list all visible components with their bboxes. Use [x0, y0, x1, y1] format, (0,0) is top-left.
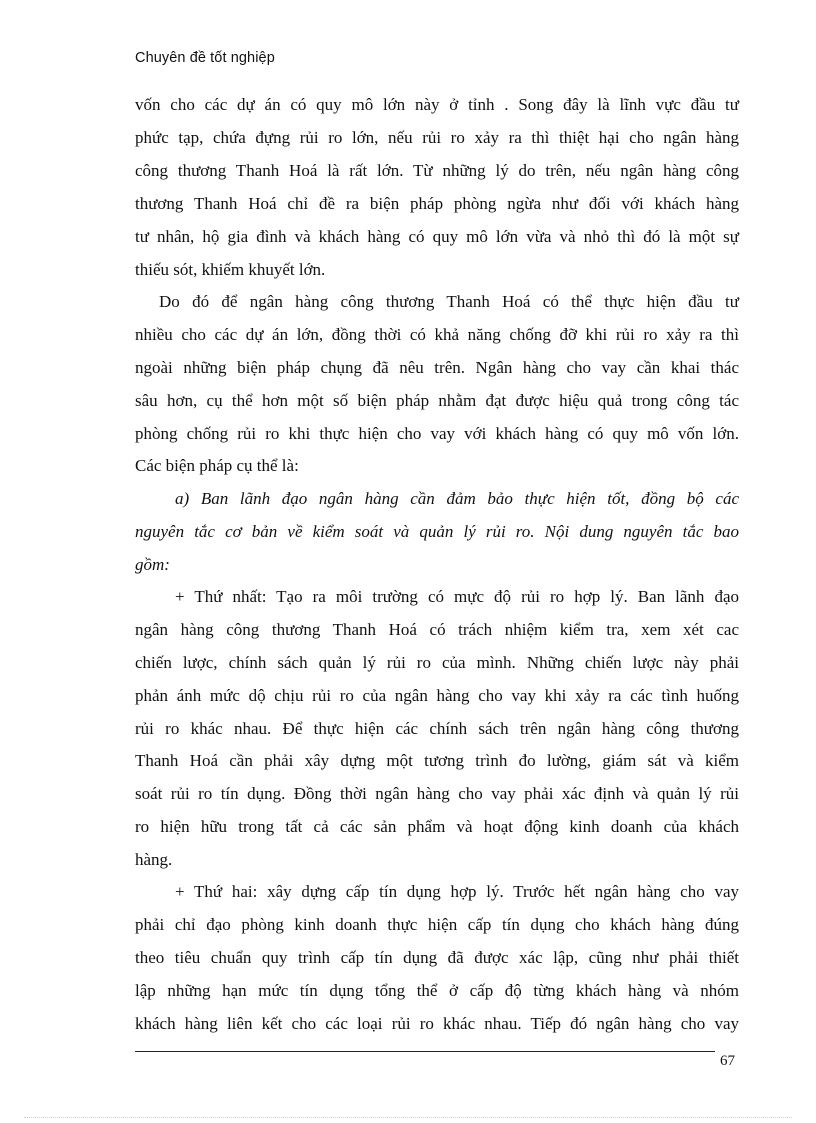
page-number: 67	[720, 1053, 735, 1069]
section-heading-a: gồm:	[135, 555, 170, 574]
text-line: Thanh Hoá cần phải xây dựng một tương trình đo lường, giám sát và kiểm	[135, 751, 739, 770]
text-line: hàng.	[135, 850, 173, 869]
text-line: theo tiêu chuẩn quy trình cấp tín dụng đã được xác lập, cũng như phải thiết	[135, 948, 739, 967]
text-line: + Thứ nhất: Tạo ra môi trường có mực độ rủi ro hợp lý. Ban lãnh đạo	[175, 587, 739, 606]
text-line: tư nhân, hộ gia đình và khách hàng có quy mô lớn vừa và nhỏ thì đó là một sự	[135, 227, 739, 246]
text-line: chiến lược, chính sách quản lý rủi ro của mình. Những chiến lược này phải	[135, 653, 739, 672]
text-line: ro hiện hữu trong tất cả các sản phẩm và hoạt động kinh doanh của khách	[135, 817, 739, 836]
text-line: phải chỉ đạo phòng kinh doanh thực hiện cấp tín dụng cho khách hàng đúng	[135, 915, 739, 934]
text-line: nhiều cho các dự án lớn, đồng thời có khả năng chống đỡ khi rủi ro xảy ra thì	[135, 325, 739, 344]
text-line: Do đó để ngân hàng công thương Thanh Hoá có thể thực hiện đầu tư	[159, 292, 739, 311]
text-line: Các biện pháp cụ thể là:	[135, 456, 299, 475]
text-line: thiếu sót, khiếm khuyết lớn.	[135, 260, 326, 279]
text-line: khách hàng liên kết cho các loại rủi ro khác nhau. Tiếp đó ngân hàng cho vay	[135, 1014, 739, 1033]
text-line: phản ánh mức dộ chịu rủi ro của ngân hàng cho vay khi xảy ra các tình huống	[135, 686, 739, 705]
text-line: ngân hàng công thương Thanh Hoá có trách nhiệm kiểm tra, xem xét cac	[135, 620, 739, 639]
text-line: phức tạp, chứa đựng rủi ro lớn, nếu rủi ro xảy ra thì thiệt hại cho ngân hàng	[135, 128, 739, 147]
text-line: lập những hạn mức tín dụng tổng thể ở cấp độ từng khách hàng và nhóm	[135, 981, 739, 1000]
footer-rule	[135, 1051, 715, 1052]
text-line: + Thứ hai: xây dựng cấp tín dụng hợp lý. Trước hết ngân hàng cho vay	[175, 882, 739, 901]
section-heading-a: nguyên tắc cơ bản về kiểm soát và quản lý rủi ro. Nội dung nguyên tắc bao	[135, 522, 739, 541]
page-boundary-divider	[24, 1117, 792, 1118]
text-line: vốn cho các dự án có quy mô lớn này ở tỉnh . Song đây là lĩnh vực đầu tư	[135, 95, 739, 114]
text-line: ngoài những biện pháp chụng đã nêu trên. Ngân hàng cho vay cần khai thác	[135, 358, 739, 377]
text-line: rủi ro khác nhau. Để thực hiện các chính sách trên ngân hàng công thương	[135, 719, 739, 738]
text-line: sâu hơn, cụ thể hơn một số biện pháp nhằm đạt được hiệu quả trong công tác	[135, 391, 739, 410]
text-line: phòng chống rủi ro khi thực hiện cho vay với khách hàng có quy mô vốn lớn.	[135, 424, 739, 443]
text-line: công thương Thanh Hoá là rất lớn. Từ những lý do trên, nếu ngân hàng công	[135, 161, 739, 180]
document-header: Chuyên đề tốt nghiệp	[135, 50, 275, 66]
text-line: soát rủi ro tín dụng. Đồng thời ngân hàng cho vay phải xác định và quản lý rủi	[135, 784, 739, 803]
section-heading-a: a) Ban lãnh đạo ngân hàng cần đảm bảo thực hiện tốt, đồng bộ các	[175, 489, 739, 508]
text-line: thương Thanh Hoá chỉ đề ra biện pháp phòng ngừa như đối với khách hàng	[135, 194, 739, 213]
